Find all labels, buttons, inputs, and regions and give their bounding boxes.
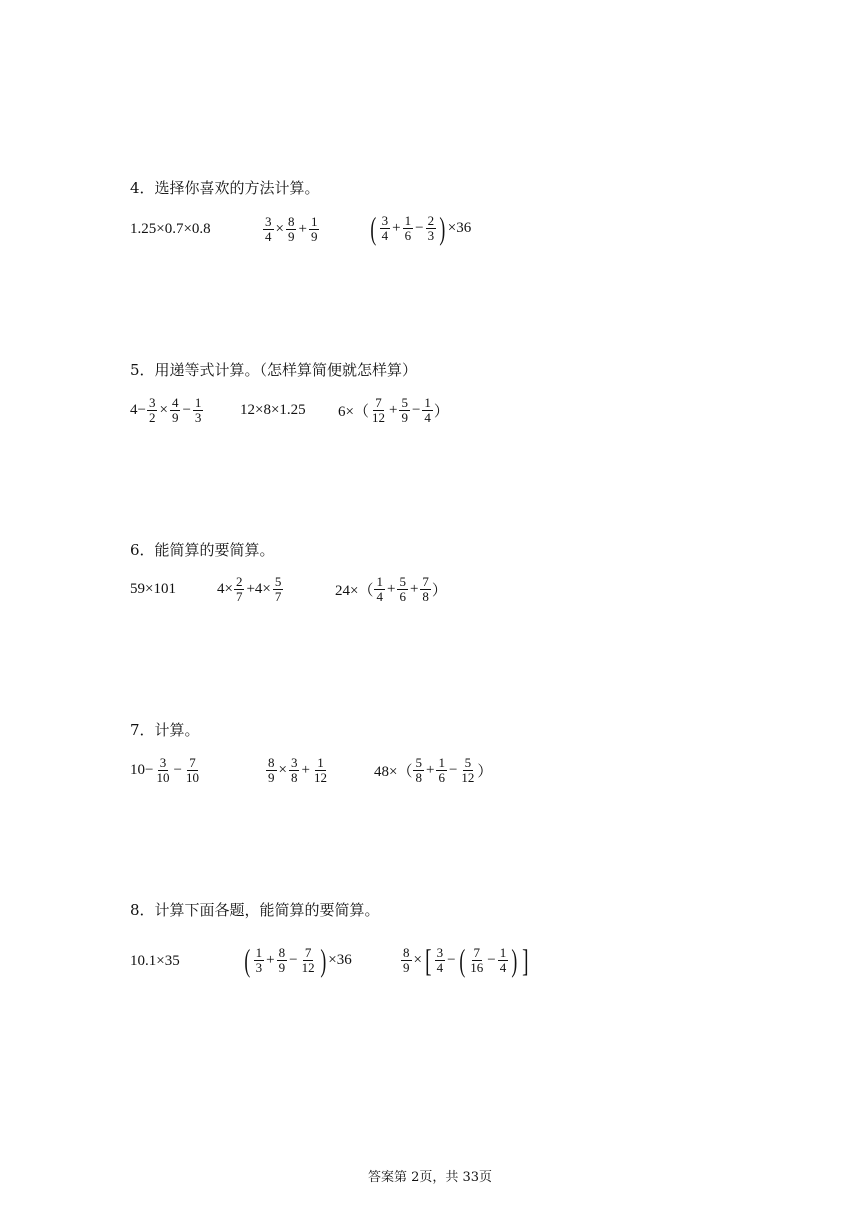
q4-expression-1: 1.25×0.7×0.8 (130, 220, 211, 237)
q8-expression-3: $\frac{8}{9}$ × [ $\frac{3}{4}$ − ( $\frac{7}{16}$ − $\frac{1}{4}$ ) ] (403, 942, 529, 978)
q4-expression-3: ( $\frac{3}{4}$ + $\frac{1}{6}$ − $\frac{2}{3}$ ) ×36 (370, 210, 472, 246)
question-6-title: 6．能简算的要简算。 (130, 541, 275, 559)
question-5-title: 5．用递等式计算。（怎样算简便就怎样算） (130, 361, 418, 379)
q5-expression-1: 4− $\frac{3}{2}$ × $\frac{4}{9}$ − $\frac{1}{3}$ (130, 394, 202, 425)
q6-expression-2: 4× $\frac{2}{7}$ +4× $\frac{5}{7}$ (217, 573, 282, 604)
q5-expression-3: 6×（ $\frac{7}{12}$ + $\frac{5}{9}$ − $\frac{1}{4}$ ） (338, 394, 449, 425)
question-4-title: 4．选择你喜欢的方法计算。 (130, 179, 320, 197)
q7-expression-2: $\frac{8}{9}$ × $\frac{3}{8}$ + $\frac{1}{12}$ (268, 754, 327, 785)
page-footer: 答案第 2页，共 33页 (367, 1170, 493, 1185)
q6-expression-3: 24×（ $\frac{1}{4}$ + $\frac{5}{6}$ + $\frac{7}{8}$ ） (335, 573, 447, 604)
q4-expression-2: $\frac{3}{4}$ × $\frac{8}{9}$ + $\frac{1}{9}$ (265, 213, 318, 244)
q7-expression-3: 48×（ $\frac{5}{8}$ + $\frac{1}{6}$ − $\frac{5}{12}$ ） (374, 754, 493, 785)
q7-expression-1: 10− $\frac{3}{10}$ − $\frac{7}{10}$ (130, 754, 199, 785)
q8-expression-2: ( $\frac{1}{3}$ + $\frac{8}{9}$ − $\frac{7}{12}$ ) ×36 (244, 942, 352, 978)
q8-expression-1: 10.1×35 (130, 952, 180, 969)
q5-expression-2: 12×8×1.25 (240, 401, 306, 418)
question-7-title: 7．计算。 (130, 721, 200, 739)
question-8-title: 8．计算下面各题，能简算的要简算。 (130, 901, 380, 919)
q6-expression-1: 59×101 (130, 580, 176, 597)
